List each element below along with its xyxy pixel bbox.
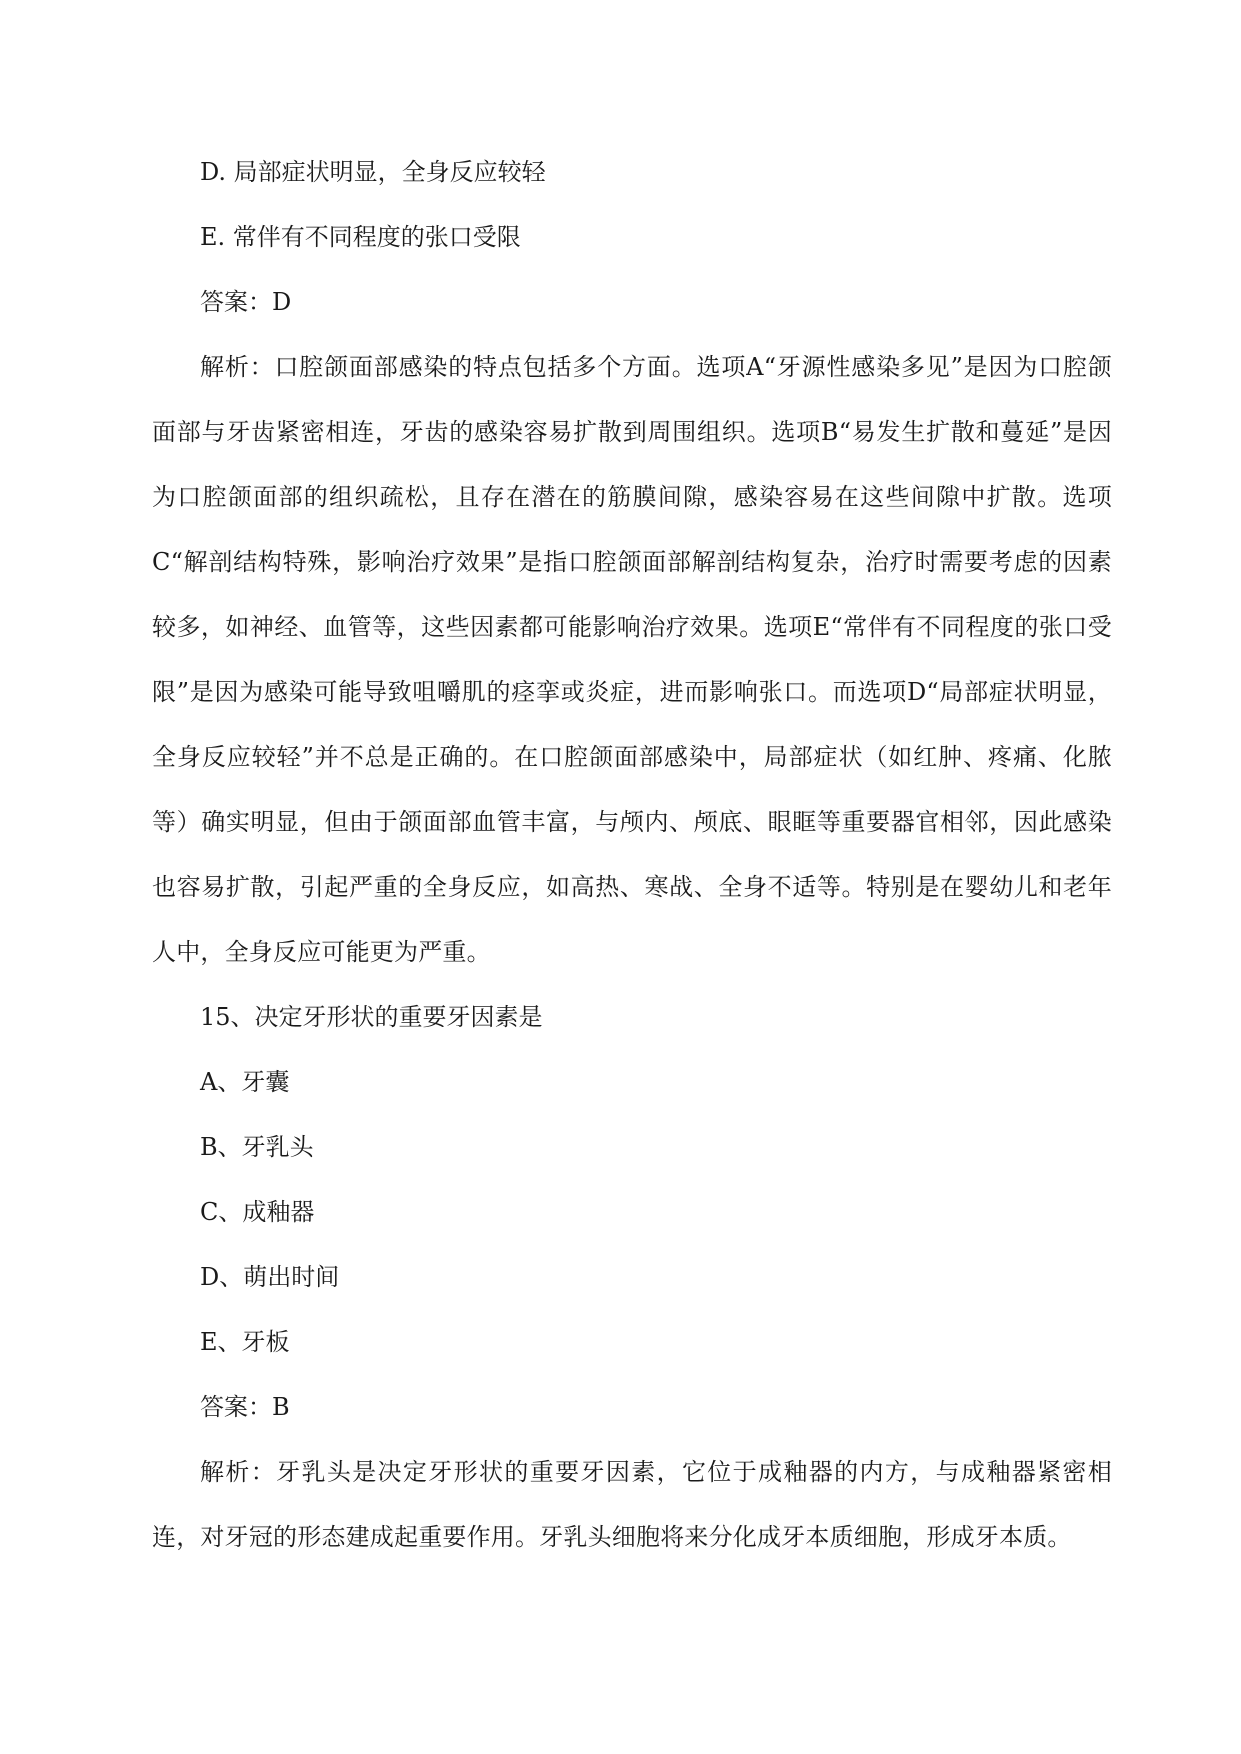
q14-option-e: E. 常伴有不同程度的张口受限	[200, 223, 521, 251]
q14-option-d: D. 局部症状明显，全身反应较轻	[200, 158, 546, 186]
q15-analysis: 解析：牙乳头是决定牙形状的重要牙因素，它位于成釉器的内方，与成釉器紧密相连，对牙冠的形态建成起重要作用。牙乳头细胞将来分化成牙本质细胞，形成牙本质。	[152, 1458, 1112, 1551]
q15-option-b: B、牙乳头	[200, 1133, 314, 1161]
page-content	[152, 140, 1112, 1570]
q15-option-e: E、牙板	[200, 1328, 290, 1356]
q15-answer: 答案：B	[200, 1393, 290, 1421]
q14-answer: 答案：D	[200, 288, 292, 316]
q14-analysis: 解析：口腔颌面部感染的特点包括多个方面。选项A“牙源性感染多见”是因为口腔颌面部与牙齿紧密相连，牙齿的感染容易扩散到周围组织。选项B“易发生扩散和蔓延”是因为口腔颌面部的组织疏松，且存在潜在的筋膜间隙，感染容易在这些间隙中扩散。选项C“解剖结构特殊，影响治疗效果”是指口腔颌面部解剖结构复杂，治疗时需要考虑的因素较多，如神经、血管等，这些因素都可能影响治疗效果。选项E“常伴有不同程度的张口受限”是因为感染可能导致咀嚼肌的痉挛或炎症，进而影响张口。而选项D“局部症状明显，全身反应较轻”并不总是正确的。在口腔颌面部感染中，局部症状（如红肿、疼痛、化脓等）确实明显，但由于颌面部血管丰富，与颅内、颅底、眼眶等重要器官相邻，因此感染也容易扩散，引起严重的全身反应，如高热、寒战、全身不适等。特别是在婴幼儿和老年人中，全身反应可能更为严重。	[152, 353, 1112, 966]
q15-question: 15、决定牙形状的重要牙因素是	[200, 1003, 543, 1031]
q15-option-a: A、牙囊	[200, 1068, 290, 1096]
q15-option-c: C、成釉器	[200, 1198, 315, 1226]
q15-option-d: D、萌出时间	[200, 1263, 340, 1291]
